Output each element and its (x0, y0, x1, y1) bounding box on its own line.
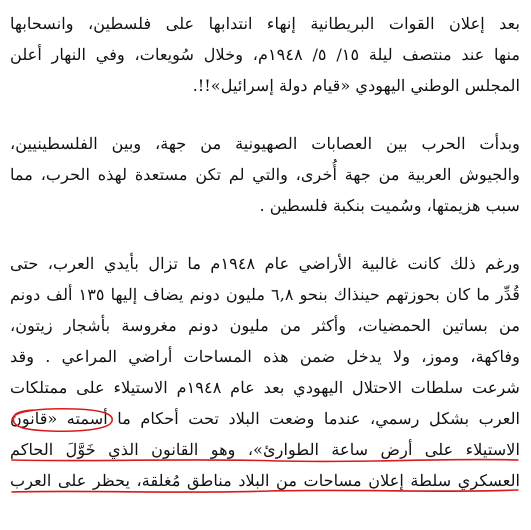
paragraph-1 (10, 8, 520, 101)
text-line: بعد إعلان القوات البريطانية إنهاء انتدابها على فلسطين، وانسحابها (10, 14, 520, 33)
text-line: من بساتين الحمضيات، وأكثر من مليون دونم مغروسة بأشجار زيتون، (10, 316, 520, 335)
text-line-content: الاستيلاء على أرض ساعة الطوارئ»، وهو القانون الذي خَوَّلَ الحاكم (10, 440, 520, 459)
paragraph-2 (10, 128, 520, 221)
text-line: سبب هزيمتها، وسُميت بنكبة فلسطين . (259, 196, 520, 215)
text-line: قُدِّر ما كان بحوزتهم حينذاك بنحو ٦,٨ مليون دونم يضاف إليها ١٣٥ ألف دونم (10, 285, 520, 304)
paragraph-3 (10, 248, 520, 496)
document-page (10, 8, 520, 496)
text-line: منها عند منتصف ليلة ١٥/ ٥/ ١٩٤٨م، وخلال سُويعات، وفي النهار أعلن (10, 45, 520, 64)
text-line-content: العسكري سلطة إعلان مساحات من البلاد مناطق مُغلقة، يحظر على العرب (10, 471, 520, 490)
text-line: المجلس الوطني اليهودي «قيام دولة إسرائيل»!!. (192, 76, 520, 95)
text-line-underlined (10, 465, 520, 496)
text-line: وفاكهة، وموز، ولا يدخل ضمن هذه المساحات أراضي المراعي . وقد (10, 347, 520, 366)
text-line: وبدأت الحرب بين العصابات الصهيونية من جهة، وبين الفلسطينيين، (10, 134, 520, 153)
text-line: شرعت سلطات الاحتلال اليهودي بعد عام ١٩٤٨م الاستيلاء على ممتلكات (10, 378, 520, 397)
text-line-content: العرب بشكل رسمي، عندما وضعت البلاد تحت أحكام ما أسمته «قانون (10, 409, 520, 428)
text-line: ورغم ذلك كانت غالبية الأراضي عام ١٩٤٨م ما تزال بأيدي العرب، حتى (10, 254, 520, 273)
text-line-underlined (10, 434, 520, 465)
paragraph-gap (10, 221, 520, 248)
paragraph-gap (10, 101, 520, 128)
text-line: والجيوش العربية من جهة أُخرى، والتي لم تكن مستعدة لهذه الحرب، مما (10, 165, 520, 184)
text-line-circled (10, 403, 520, 434)
